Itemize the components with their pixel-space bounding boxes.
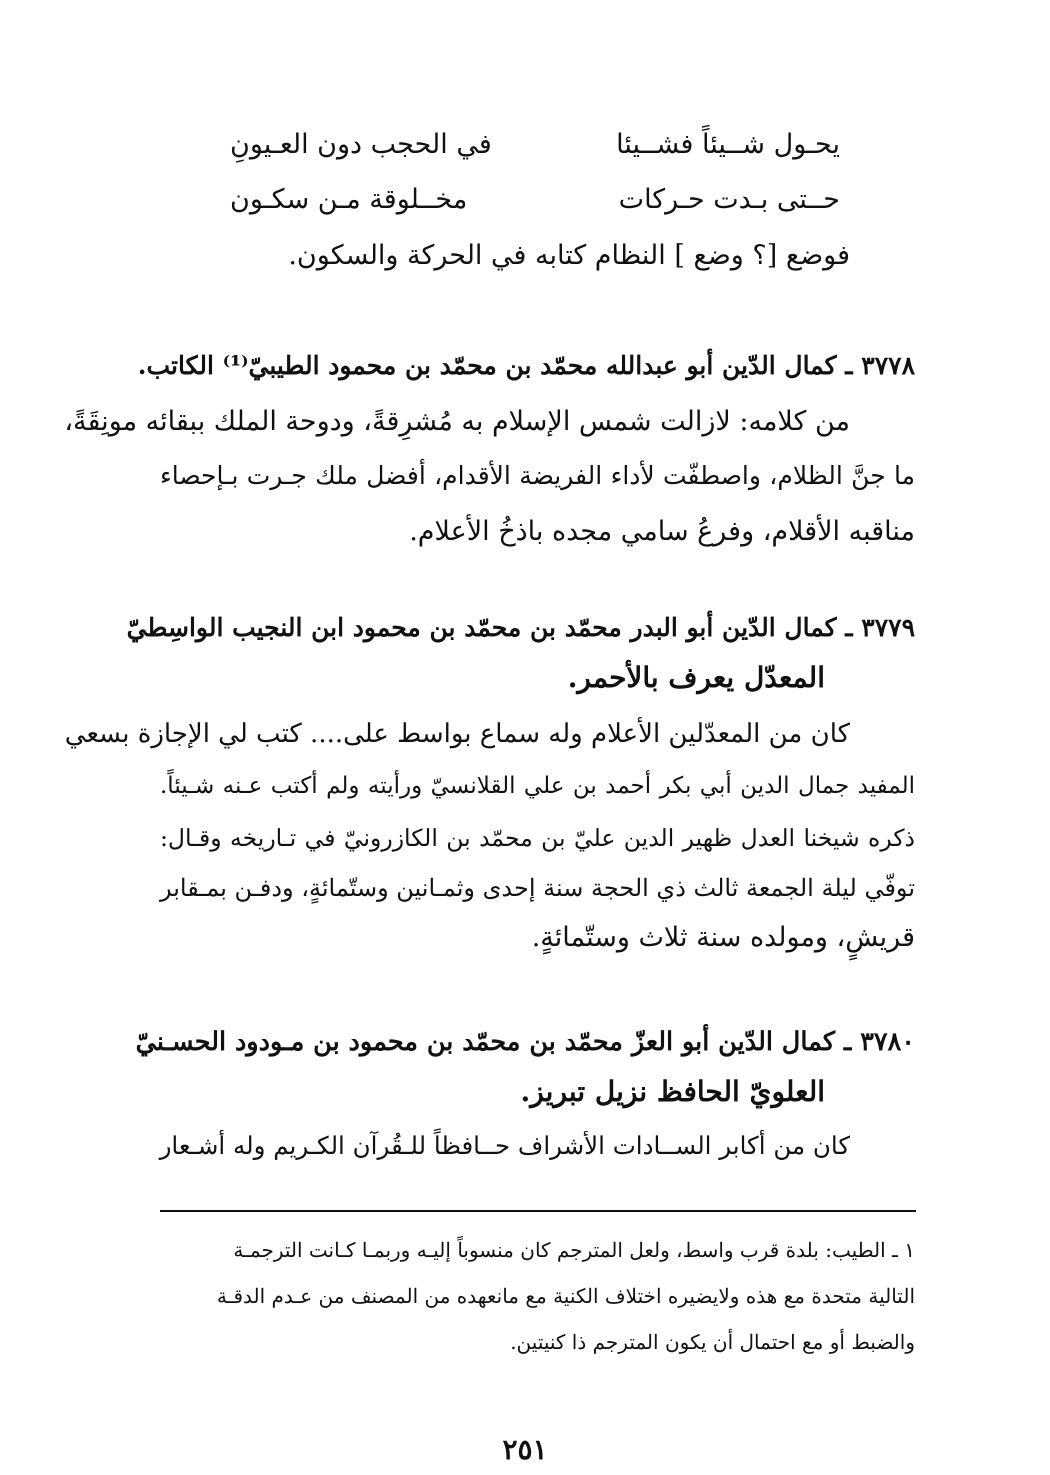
entry-body-line: كان من المعدّلين الأعلام وله سماع بواسط على.... كتب لي الإجازة بسعي	[64, 719, 850, 749]
entry-body-line: من كلامه: لازالت شمس الإسلام به مُشرِقةً، ودوحة الملك ببقائه مونِقَةً،	[64, 406, 850, 437]
entry-heading: ٣٧٨٠ ـ كمال الدّين أبو العزّ محمّد بن محمّد بن محمود بن مـودود الحسـنيّ	[135, 1027, 915, 1057]
entry-body-line: مناقبه الأقلام، وفرعُ سامي مجده باذخُ الأعلام.	[409, 516, 915, 547]
entry-body-line: توفّي ليلة الجمعة ثالث ذي الحجة سنة إحدى وثمـانين وستّمائةٍ، ودفـن بمـقابر	[159, 874, 915, 902]
verse-note: فوضع [؟ وضع ] النظام كتابه في الحركة والسكون.	[288, 240, 850, 271]
page-number: ٢٥١	[502, 1433, 548, 1466]
verse-second-hemistich: في الحجب دون العـيونِ	[230, 129, 492, 160]
footnote-line: ١ ـ الطيب: بلدة قرب واسط، ولعل المترجم كان منسوباً إليـه وربمـا كـانت الترجمـة	[233, 1238, 915, 1262]
footnote-line: التالية متحدة مع هذه ولايضيره اختلاف الكنية مع مانعهده من المصنف من عـدم الدقـة	[216, 1284, 915, 1308]
verse-first-hemistich: يحـول شــيئاً فشــيئا	[616, 129, 840, 160]
entry-body-line: كان من أكابر الســادات الأشراف حــافظاً للـقُرآن الكـريم وله أشـعار	[159, 1131, 850, 1160]
entry-body-line: قريشٍ، ومولده سنة ثلاث وستّمائةٍ.	[531, 922, 915, 953]
entry-heading: ٣٧٧٩ ـ كمال الدّين أبو البدر محمّد بن محمّد بن محمود ابن النجيب الواسِطيّ	[126, 613, 915, 642]
entry-heading-continuation: العلويّ الحافظ نزيل تبريز.	[520, 1075, 825, 1108]
verse-line	[230, 125, 840, 165]
footnote-divider	[160, 1210, 916, 1212]
entry-heading: ٣٧٧٨ ـ كمال الدّين أبو عبدالله محمّد بن محمّد بن محمود الطيبيّ⁽¹⁾ الكاتب.	[137, 351, 915, 380]
footnote-line: والضبط أو مع احتمال أن يكون المترجم ذا كنيتين.	[510, 1330, 915, 1354]
verse-line	[230, 180, 840, 220]
verse-first-hemistich: حــتى بـدت حـركات	[618, 184, 840, 215]
entry-body-line: ذكره شيخنا العدل ظهير الدين عليّ بن محمّد بن الكازرونيّ في تـاريخه وقـال:	[160, 824, 915, 852]
entry-body-line: ما جنَّ الظلام، واصطفّت لأداء الفريضة الأقدام، أفضل ملك جـرت بـإحصاء	[160, 461, 915, 490]
entry-body-line: المفيد جمال الدين أبي بكر أحمد بن علي القلانسيّ ورأيته ولم أكتب عـنه شـيئاً.	[160, 773, 915, 799]
entry-heading-continuation: المعدّل يعرف بالأحمر.	[567, 661, 825, 694]
verse-second-hemistich: مخــلوقة مـن سكـون	[230, 184, 468, 215]
